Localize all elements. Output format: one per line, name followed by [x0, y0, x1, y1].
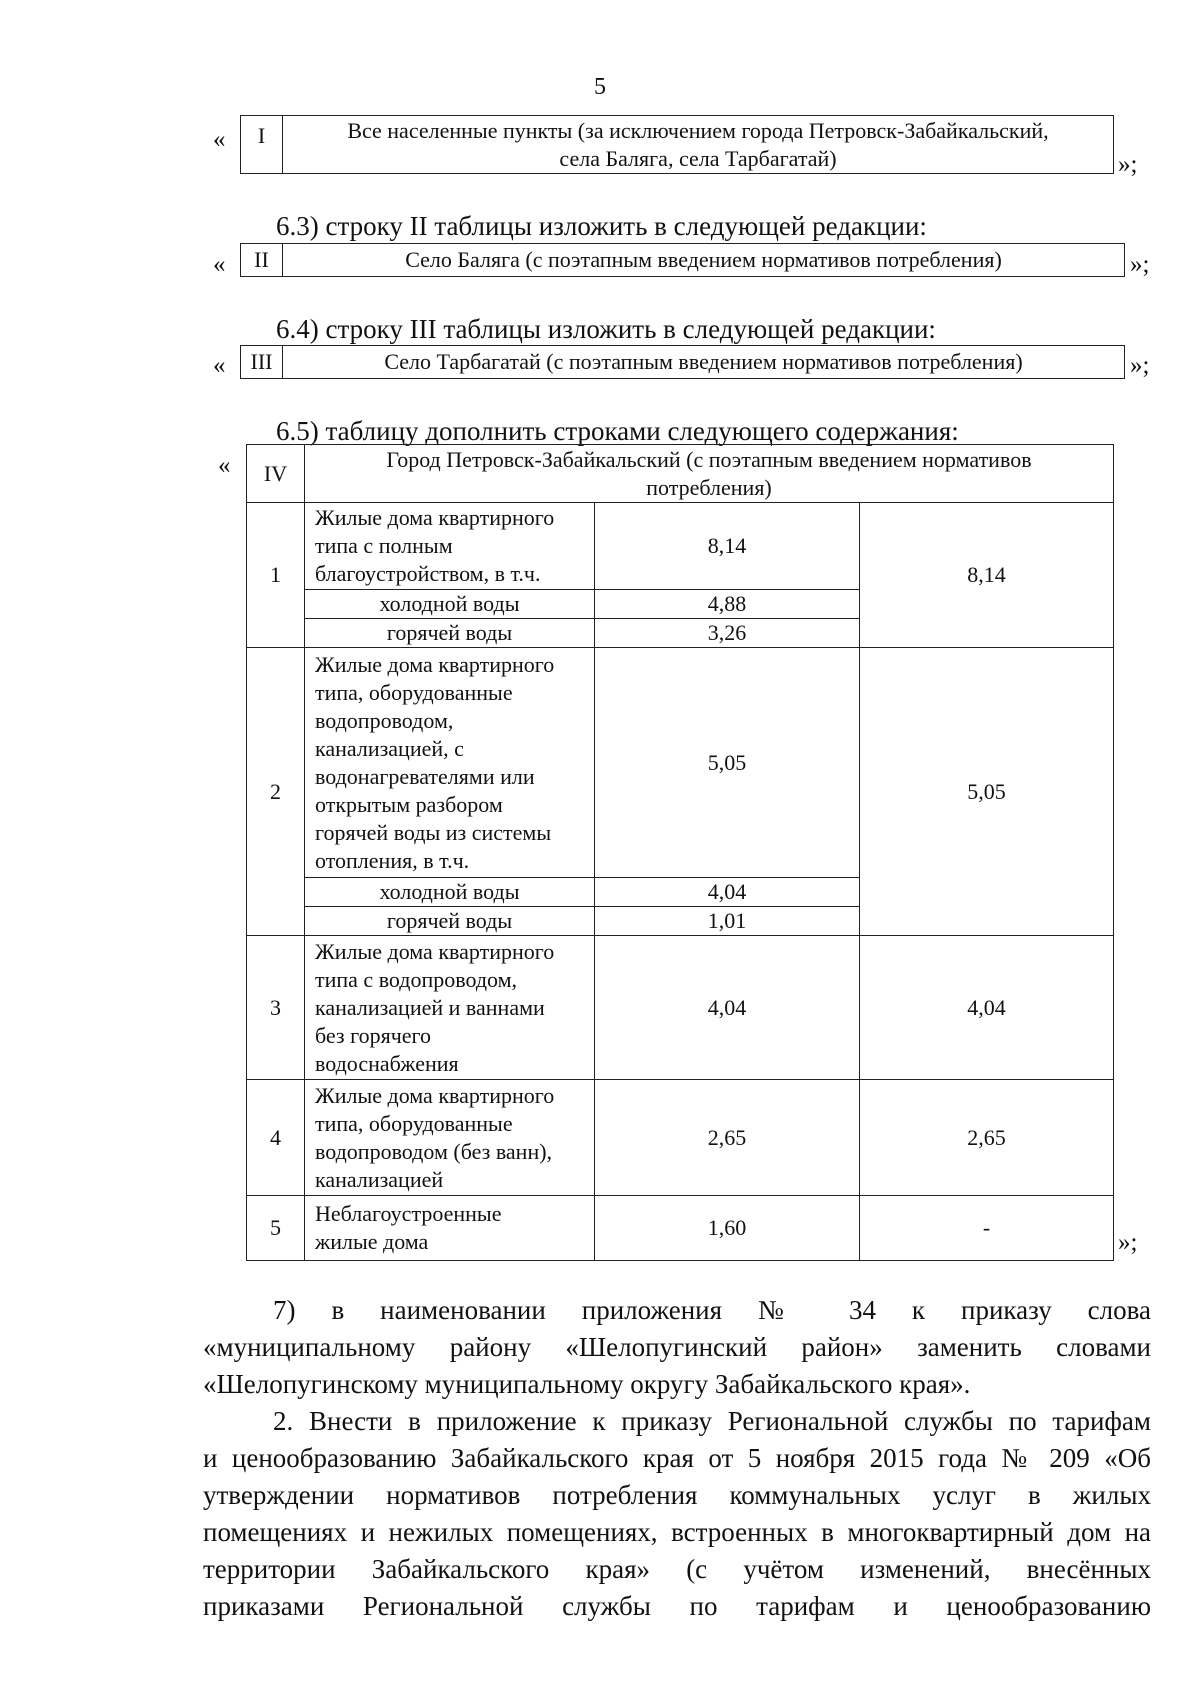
paragraph-2-line: помещениях и нежилых помещениях, встроенных в многоквартирный дом на	[203, 1517, 1151, 1547]
row-II-number: II	[241, 244, 283, 277]
table-IV-header-line1: Город Петровск-Забайкальский (с поэтапным введением нормативов	[386, 446, 1032, 472]
row-3-total: 4,04	[860, 936, 1114, 1080]
row-3-desc-line: водоснабжения	[315, 1050, 459, 1076]
row-2-desc-line: открытым разбором	[315, 791, 503, 817]
row-2-sub-hot-value: 1,01	[595, 907, 860, 936]
paragraph-7-line: «Шелопугинскому муниципальному округу Забайкальского края».	[203, 1369, 971, 1399]
quote-open: «	[213, 251, 226, 278]
table-row-III	[240, 345, 1125, 379]
row-4-desc-line: типа, оборудованные	[315, 1110, 513, 1136]
heading-6-4: 6.4) строку III таблицы изложить в следующей редакции:	[276, 314, 936, 344]
paragraph-7-line: 7) в наименовании приложения № 34 к приказу слова	[273, 1295, 1151, 1325]
row-2-desc-line: водопроводом,	[315, 707, 454, 733]
row-2-sub-hot-label: горячей воды	[305, 907, 595, 936]
quote-close: »;	[1118, 1229, 1138, 1256]
row-III-number: III	[241, 346, 283, 379]
table-row-II	[240, 243, 1125, 277]
quote-close: »;	[1130, 352, 1150, 379]
row-2-desc-line: типа, оборудованные	[315, 679, 513, 705]
row-1-sub-hot-label: горячей воды	[305, 619, 595, 648]
row-4-number: 4	[247, 1080, 305, 1196]
row-2-total: 5,05	[860, 648, 1114, 936]
row-I-text-line1: Все населенные пункты (за исключением города Петровск-Забайкальский,	[347, 117, 1049, 143]
row-3-desc-line: канализацией и ваннами	[315, 994, 545, 1020]
table-IV-header	[305, 445, 1114, 503]
row-2-sub-cold-value: 4,04	[595, 878, 860, 907]
row-3-desc-line: без горячего	[315, 1022, 432, 1048]
row-2-desc-line: горячей воды из системы	[315, 819, 552, 845]
row-2-number: 2	[247, 648, 305, 936]
table-IV	[246, 444, 1114, 1261]
row-1-sub-hot-value: 3,26	[595, 619, 860, 648]
row-4-desc-line: Жилые дома квартирного	[315, 1082, 555, 1108]
row-4-desc	[305, 1080, 595, 1196]
row-I-text	[283, 116, 1114, 174]
row-3-desc-line: типа с водопроводом,	[315, 966, 518, 992]
row-1-number: 1	[247, 503, 305, 648]
row-1-desc	[305, 503, 595, 590]
row-III-text: Село Тарбагатай (с поэтапным введением нормативов потребления)	[283, 346, 1125, 379]
row-2-desc-line: водонагревателями или	[315, 763, 535, 789]
paragraph-7	[203, 1292, 1151, 1403]
paragraph-2	[203, 1403, 1151, 1625]
quote-open: «	[218, 452, 231, 479]
table-IV-header-line2: потребления)	[646, 474, 772, 500]
quote-close: »;	[1118, 151, 1138, 178]
row-1-desc-line: типа с полным	[315, 533, 453, 558]
row-2-desc	[305, 648, 595, 878]
row-1-value: 8,14	[595, 503, 860, 590]
row-5-desc-line: Неблагоустроенные	[315, 1201, 502, 1226]
quote-close: »;	[1130, 251, 1150, 278]
row-3-desc	[305, 936, 595, 1080]
row-1-total: 8,14	[860, 503, 1114, 648]
paragraph-2-line: и ценообразованию Забайкальского края от 5 ноября 2015 года № 209 «Об	[203, 1443, 1151, 1473]
row-II-text: Село Баляга (с поэтапным введением нормативов потребления)	[283, 244, 1125, 277]
row-5-desc	[305, 1196, 595, 1261]
row-4-total: 2,65	[860, 1080, 1114, 1196]
row-4-desc-line: канализацией	[315, 1166, 444, 1192]
row-1-sub-cold-label: холодной воды	[305, 590, 595, 619]
row-3-value: 4,04	[595, 936, 860, 1080]
row-I-text-line2: села Баляга, села Тарбагатай)	[559, 145, 837, 171]
row-5-total: -	[860, 1196, 1114, 1261]
table-row-I	[240, 115, 1114, 174]
row-3-desc-line: Жилые дома квартирного	[315, 938, 555, 964]
quote-open: «	[213, 126, 226, 153]
row-3-number: 3	[247, 936, 305, 1080]
quote-open: «	[213, 352, 226, 379]
row-4-value: 2,65	[595, 1080, 860, 1196]
row-2-desc-line: отопления, в т.ч.	[315, 847, 470, 873]
row-2-desc-line: канализацией, с	[315, 735, 464, 761]
table-IV-number: IV	[247, 445, 305, 503]
heading-6-3: 6.3) строку II таблицы изложить в следующей редакции:	[276, 211, 927, 241]
row-1-desc-line: Жилые дома квартирного	[315, 505, 555, 530]
row-2-sub-cold-label: холодной воды	[305, 878, 595, 907]
row-5-desc-line: жилые дома	[315, 1229, 429, 1254]
paragraph-2-line: приказами Региональной службы по тарифам и ценообразованию	[203, 1591, 1151, 1621]
row-1-sub-cold-value: 4,88	[595, 590, 860, 619]
paragraph-2-line: 2. Внести в приложение к приказу Региональной службы по тарифам	[273, 1406, 1151, 1436]
row-2-value: 5,05	[595, 648, 860, 878]
row-4-desc-line: водопроводом (без ванн),	[315, 1138, 553, 1164]
row-1-desc-line: благоустройством, в т.ч.	[315, 561, 541, 586]
paragraph-7-line: «муниципальному району «Шелопугинский район» заменить словами	[203, 1332, 1151, 1362]
row-2-desc-line: Жилые дома квартирного	[315, 651, 555, 677]
page-number: 5	[594, 74, 606, 100]
row-I-number: I	[241, 116, 283, 174]
row-5-number: 5	[247, 1196, 305, 1261]
row-5-value: 1,60	[595, 1196, 860, 1261]
heading-6-5: 6.5) таблицу дополнить строками следующего содержания:	[276, 416, 959, 446]
paragraph-2-line: территории Забайкальского края» (с учётом изменений, внесённых	[203, 1554, 1151, 1584]
paragraph-2-line: утверждении нормативов потребления коммунальных услуг в жилых	[203, 1480, 1151, 1510]
